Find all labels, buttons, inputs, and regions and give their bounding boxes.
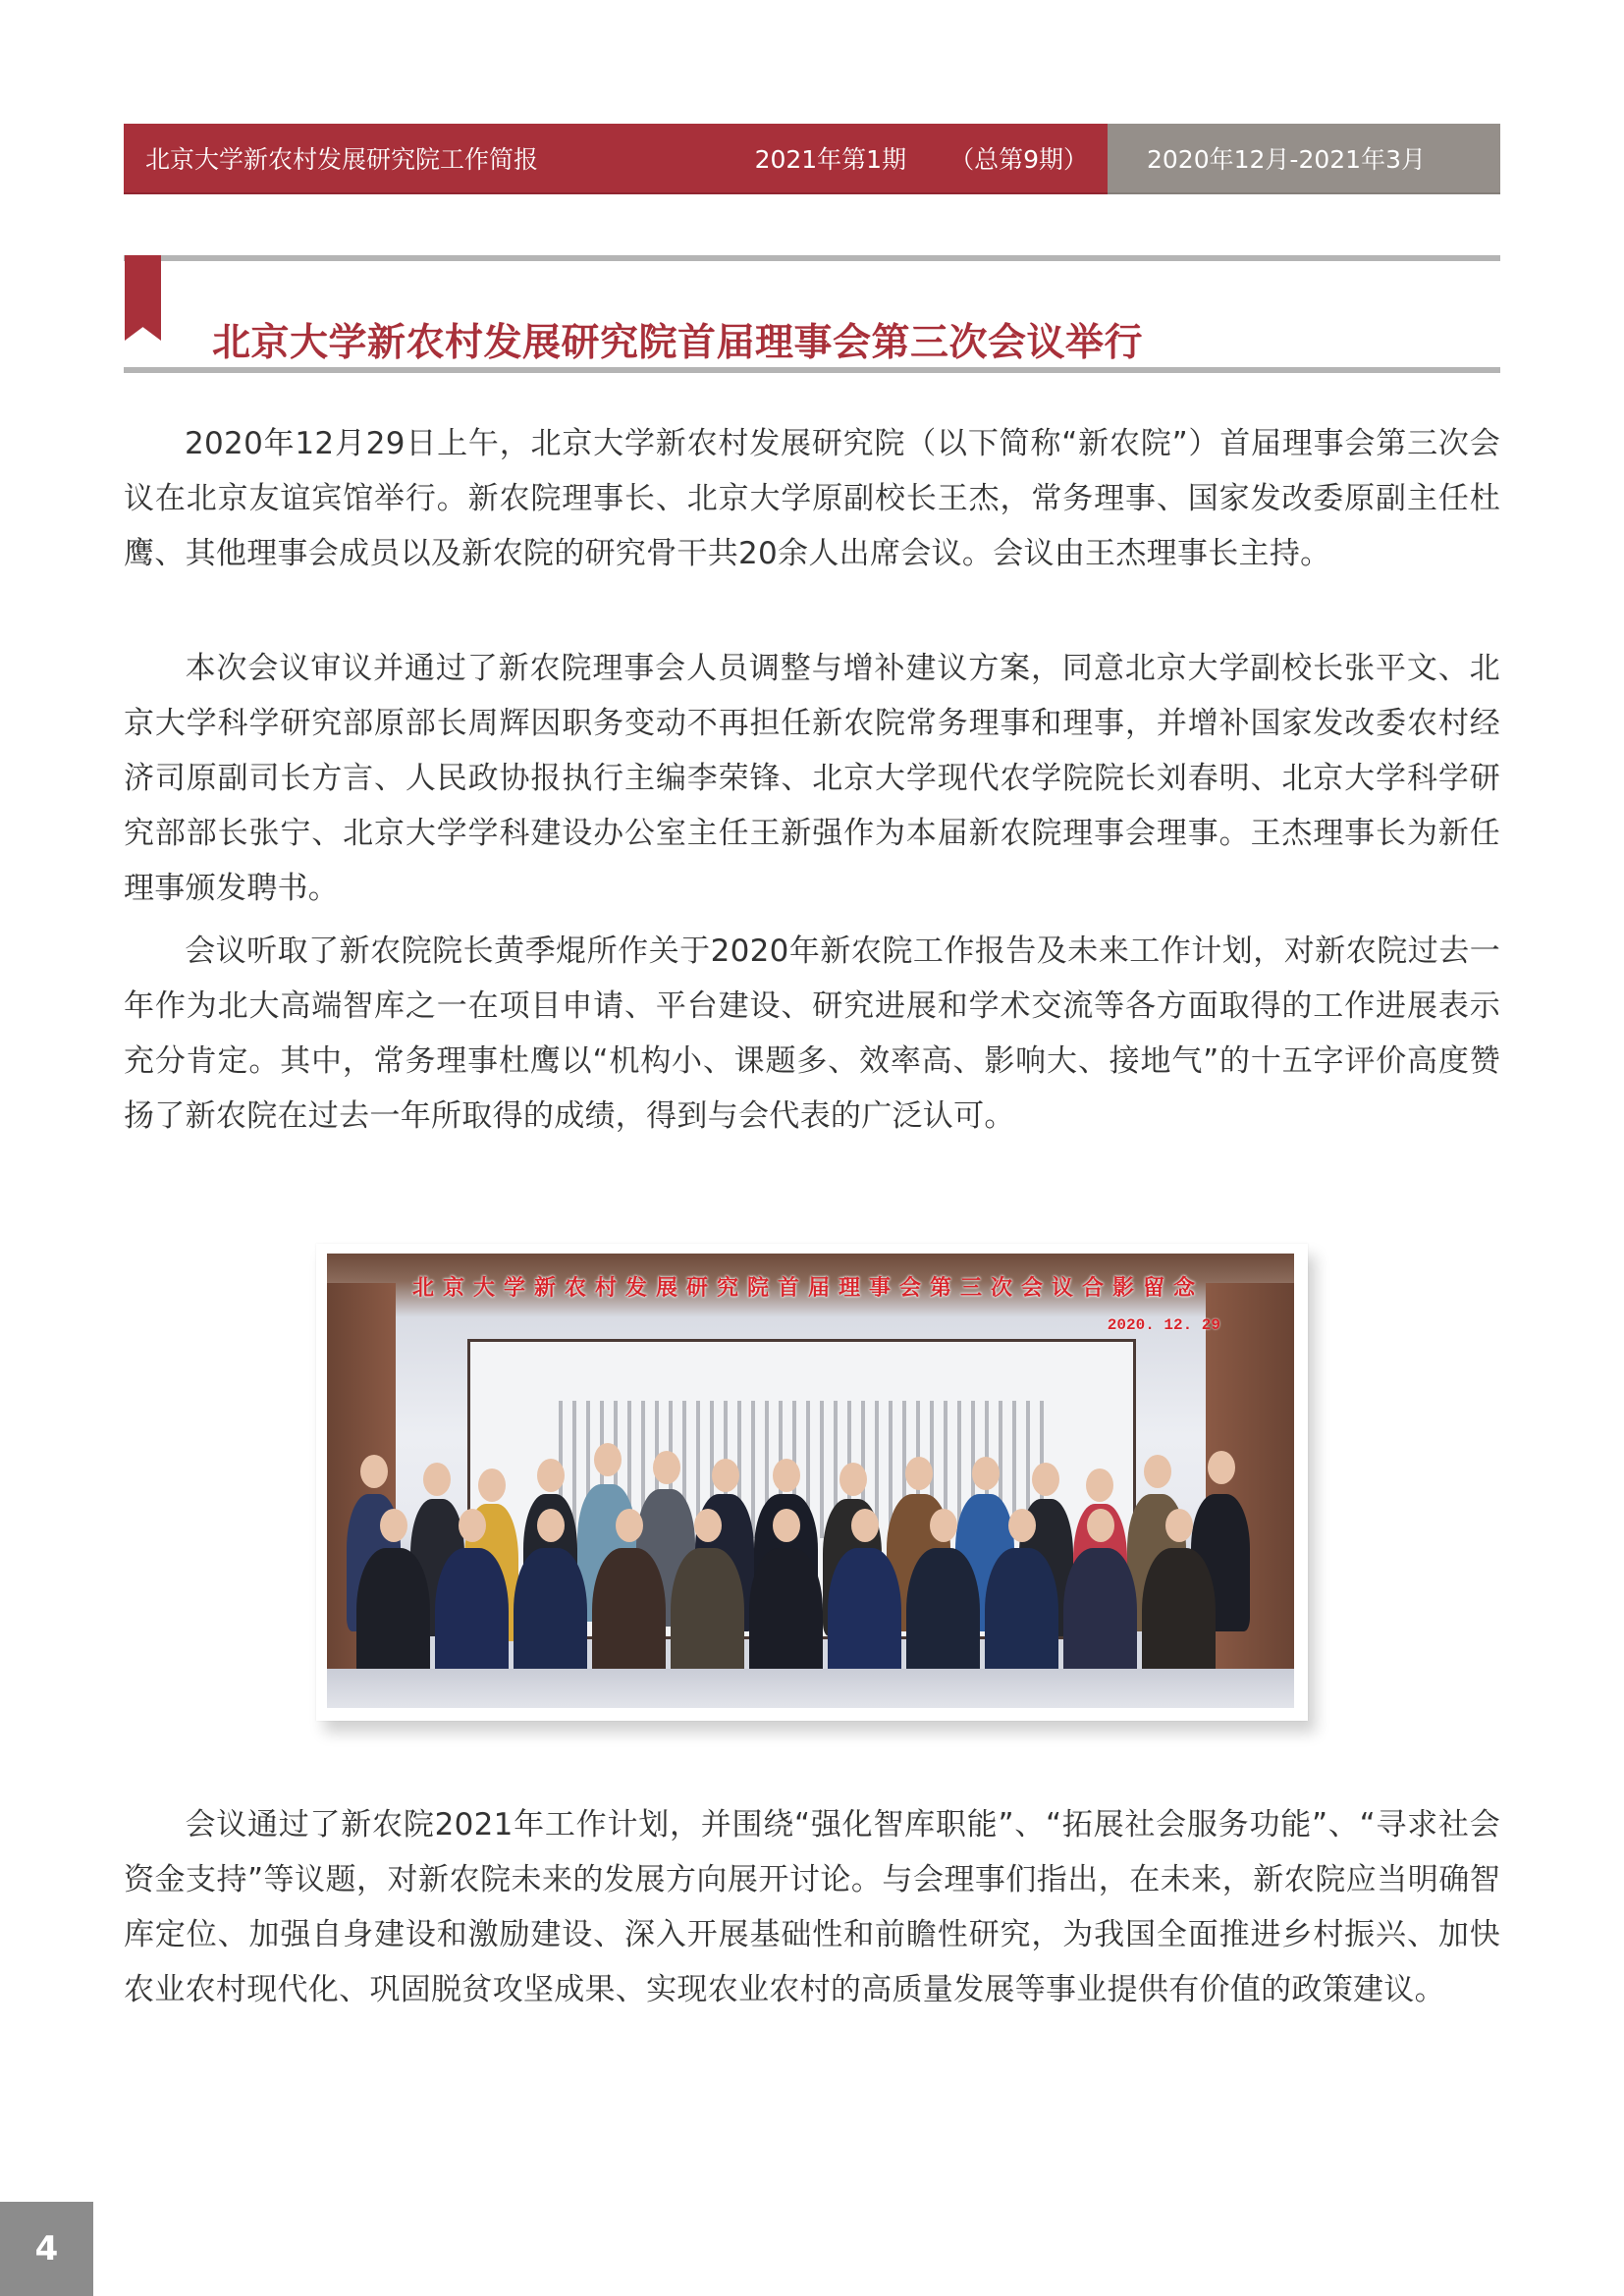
article-title: 北京大学新农村发展研究院首届理事会第三次会议举行 xyxy=(212,321,1144,366)
issue-period: 2020年12月-2021年3月 xyxy=(1147,145,1426,174)
article-paragraph xyxy=(124,1797,1500,2017)
article-paragraph xyxy=(124,924,1500,1144)
header-publication-block xyxy=(124,124,1108,194)
page-number: 4 xyxy=(0,2202,93,2296)
paragraph-text: 本次会议审议并通过了新农院理事会人员调整与增补建议方案，同意北京大学副校长张平文、北京大学科学研究部原部长周辉因职务变动不再担任新农院常务理事和理事，并增补国家发改委农村经济司原副司长方言、人民政协报执行主编李荣锋、北京大学现代农学院院长刘春明、北京大学科学研究部部长张宁、北京大学学科建设办公室主任王新强作为本届新农院理事会理事。王杰理事长为新任理事颁发聘书。 xyxy=(124,651,1500,906)
publication-name: 北京大学新农村发展研究院工作简报 xyxy=(145,145,539,174)
photo-banner-caption: 北京大学新农村发展研究院首届理事会第三次会议合影留念 xyxy=(411,1275,1204,1301)
title-top-rule xyxy=(124,255,1500,261)
paragraph-text: 2020年12月29日上午，北京大学新农村发展研究院（以下简称“新农院”）首届理事会第三次会议在北京友谊宾馆举行。新农院理事长、北京大学原副校长王杰，常务理事、国家发改委原副主任杜鹰、其他理事会成员以及新农院的研究骨干共20余人出席会议。会议由王杰理事长主持。 xyxy=(124,426,1500,571)
photo-date-stamp: 2020. 12. 29 xyxy=(1107,1316,1220,1334)
article-paragraph xyxy=(124,416,1500,581)
group-photo xyxy=(327,1254,1294,1708)
bookmark-ribbon-icon xyxy=(125,255,161,341)
photo-floor xyxy=(327,1669,1294,1708)
article-paragraph xyxy=(124,641,1500,916)
issue-number: 2021年第1期 xyxy=(754,145,907,174)
title-bottom-rule xyxy=(124,367,1500,373)
total-issue-number: （总第9期） xyxy=(949,145,1088,174)
running-header xyxy=(124,124,1500,194)
header-period-block xyxy=(1108,124,1500,194)
paragraph-text: 会议听取了新农院院长黄季焜所作关于2020年新农院工作报告及未来工作计划，对新农院过去一年作为北大高端智库之一在项目申请、平台建设、研究进展和学术交流等各方面取得的工作进展表示充分肯定。其中，常务理事杜鹰以“机构小、课题多、效率高、影响大、接地气”的十五字评价高度赞扬了新农院在过去一年所取得的成绩，得到与会代表的广泛认可。 xyxy=(124,934,1500,1134)
group-photo-frame xyxy=(316,1244,1308,1721)
issue-info xyxy=(755,140,1088,176)
paragraph-text: 会议通过了新农院2021年工作计划，并围绕“强化智库职能”、“拓展社会服务功能”、“寻求社会资金支持”等议题，对新农院未来的发展方向展开讨论。与会理事们指出，在未来，新农院应当明确智库定位、加强自身建设和激励建设、深入开展基础性和前瞻性研究，为我国全面推进乡村振兴、加快农业农村现代化、巩固脱贫攻坚成果、实现农业农村的高质量发展等事业提供有价值的政策建议。 xyxy=(124,1807,1500,2007)
